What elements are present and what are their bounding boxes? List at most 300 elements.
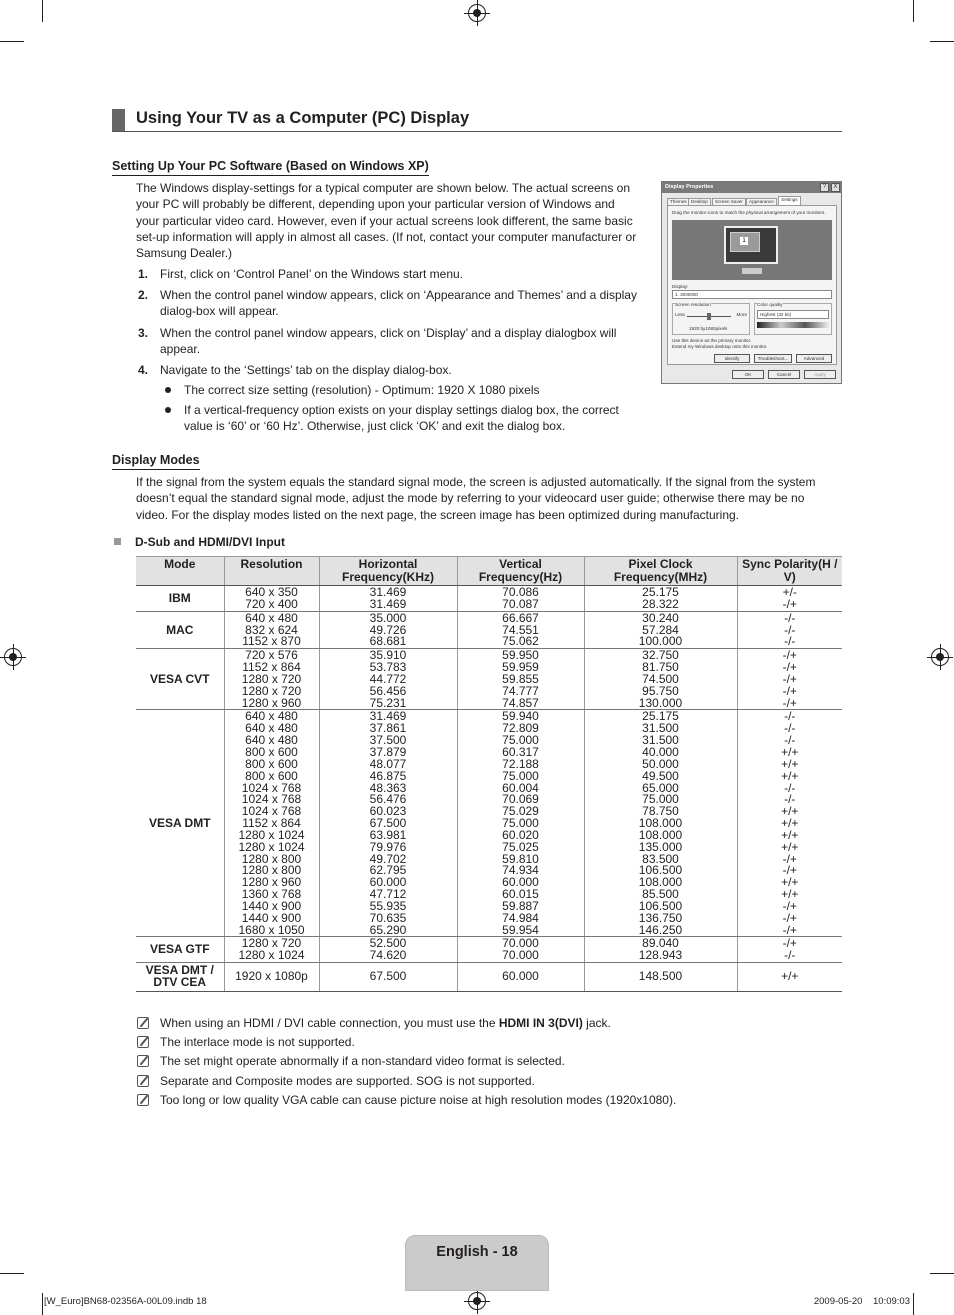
table-row [136,937,842,963]
cell-line: -/- [784,948,796,963]
cell-line: 59.810 [502,851,539,866]
dialog-title: Display Properties [662,182,841,193]
column-header [584,557,737,586]
table-cell [136,586,224,612]
cell-line: 37.861 [369,721,407,736]
square-bullet-icon [114,538,121,545]
cell-line: 74.500 [642,671,679,686]
note-icon [137,1017,149,1029]
note-text [160,1093,676,1107]
table-cell [737,586,842,612]
note-text [160,1074,535,1088]
header-line: (H / V) [783,557,838,584]
cell-line: +/+ [781,969,799,984]
table-header-row [136,557,842,586]
table-cell [319,586,457,612]
cell-line: -/+ [782,898,797,913]
note-icon [137,1036,149,1048]
crop-mark [930,41,954,42]
cell-line: 1280 x 960 [241,875,302,890]
dialog-close-button[interactable]: X [831,183,840,192]
step-number: 4. [138,363,149,377]
cell-line: 56.456 [369,683,407,698]
cell-line: 65.290 [369,922,407,937]
cell-line: 800 x 600 [245,756,298,771]
note-text [160,1054,565,1068]
cell-line: +/+ [781,744,799,759]
cell-line: +/+ [781,839,799,854]
cell-line: 1280 x 720 [241,683,302,698]
cell-line: 32.750 [642,648,679,663]
dialog-tab[interactable]: Screen Saver [712,198,746,206]
crop-mark [930,1273,954,1274]
cell-line: 74.934 [502,863,539,878]
cell-line: 108.000 [638,816,683,831]
registration-mark-icon [4,648,22,666]
cell-line: 100.000 [638,634,683,649]
column-header [319,557,457,586]
dialog-tab[interactable]: Themes [667,198,690,206]
cell-line: 49.726 [369,622,407,637]
cell-line: 40.000 [642,744,679,759]
cell-line: 50.000 [642,756,679,771]
note-icon [137,1094,149,1106]
table-cell [136,710,224,937]
cell-line: 62.795 [369,863,407,878]
cell-line: 135.000 [638,839,683,854]
cell-line: 70.087 [502,596,539,611]
dialog-settings-panel [667,205,837,365]
note-text [160,1035,355,1049]
cell-line: -/- [784,733,796,748]
dialog-tab[interactable]: Desktop [688,198,711,206]
cell-line: -/- [784,721,796,736]
setup-intro [136,180,651,261]
resolution-value: 1920 by1080pixels [689,326,728,331]
apply-button[interactable]: Apply [804,370,836,379]
ok-button[interactable]: OK [732,370,764,379]
cell-line: +/+ [781,804,799,819]
step-number: 3. [138,326,149,340]
bullet-text [184,382,540,398]
cancel-button[interactable]: Cancel [768,370,800,379]
table-cell [457,710,584,937]
column-header [224,557,319,586]
cell-line: 1280 x 800 [241,863,302,878]
cell-line: +/+ [781,816,799,831]
color-quality-label: Color quality [757,302,783,307]
cell-line: 75.062 [502,634,539,649]
note-text-part: The set might operate abnormally if a non-standard video format is selected. [160,1054,565,1068]
table-row [136,611,842,649]
identify-button[interactable]: Identify [714,354,750,363]
cell-line: 70.069 [502,792,539,807]
table-cell [136,963,224,992]
cell-line: 35.000 [369,610,407,625]
display-modes-intro [136,474,842,523]
cell-line: 59.950 [502,648,539,663]
dialog-help-button[interactable]: ? [820,183,829,192]
dialog-instruction: Drag the monitor icons to match the physical arrangement of your monitors. [672,210,826,215]
table-cell [224,937,319,963]
footer-timestamp: 2009-05-20 10:09:03 [813,1296,910,1307]
cell-line: 1280 x 1024 [238,839,305,854]
cell-line: 72.809 [502,721,539,736]
cell-line: 81.750 [642,660,679,675]
cell-line: 640 x 480 [245,721,298,736]
table-row [136,586,842,612]
text-line: value is ‘60’ or ‘60 Hz’. Otherwise, just click ‘OK’ and exit the dialog box. [184,419,566,434]
note-text-part: When using an HDMI / DVI cable connection, you must use the [160,1016,499,1030]
cell-line: 37.500 [369,733,407,748]
table-cell [224,586,319,612]
table-heading-text: D-Sub and HDMI/DVI Input [135,535,285,549]
table-row [136,963,842,992]
cell-line: 28.322 [642,596,679,611]
crop-mark [913,1293,914,1315]
footer-file-info: [W_Euro]BN68-02356A-00L09.indb 18 [44,1296,207,1307]
cell-line: 89.040 [642,936,679,951]
crop-mark [42,1293,43,1315]
cell-line: 25.175 [642,585,679,599]
cell-line: -/+ [782,596,797,611]
troubleshoot-button[interactable]: Troubleshoot... [754,354,792,363]
cell-line: 49.702 [369,851,407,866]
cell-line: 1152 x 864 [242,816,301,831]
cell-line: 108.000 [638,875,683,890]
table-cell [457,649,584,710]
cell-line: 55.935 [369,898,407,913]
table-row [136,710,842,937]
header-line: Sync Polarity [742,557,819,571]
text-line: dialog-box will appear. [160,304,279,319]
cell-line: 60.317 [502,744,539,759]
header-line: (KHz) [402,570,434,584]
color-quality-group [754,303,832,335]
cell-line: 75.231 [369,695,407,710]
bullet-text [184,402,619,435]
table-cell [136,611,224,649]
cell-line: 72.188 [502,756,539,771]
step-text [160,362,452,378]
cell-line: VESA DMT [148,816,211,831]
cell-line: 31.500 [642,733,679,748]
cell-line: -/- [784,610,796,625]
cell-line: -/+ [782,683,797,698]
cell-line: 95.750 [642,683,679,698]
cell-line: 59.959 [502,660,539,675]
cell-line: 67.500 [369,969,407,984]
table-cell [584,710,737,937]
cell-line: 1280 x 800 [241,851,302,866]
cell-line: 148.500 [638,969,683,984]
cell-line: IBM [168,590,191,605]
monitor-icon[interactable] [724,226,778,264]
cell-line: 640 x 350 [245,585,298,599]
cell-line: 67.500 [369,816,407,831]
text-line: doesn’t equal the standard signal mode, adjust the mode by referring to your videocard user guide; otherwise there may be no [136,491,805,506]
cell-line: 640 x 480 [245,610,298,625]
cell-line: 70.086 [502,585,539,599]
crop-mark [0,1273,24,1274]
cell-line: 66.667 [502,610,539,625]
cell-line: 46.875 [369,768,407,783]
cell-line: 60.023 [369,804,407,819]
cell-line: 800 x 600 [245,744,298,759]
advanced-button[interactable]: Advanced [796,354,832,363]
cell-line: VESA CVT [149,671,210,686]
cell-line: MAC [166,622,194,637]
table-cell [224,649,319,710]
cell-line: 720 x 400 [245,596,298,611]
cell-line: 31.500 [642,721,679,736]
cell-line: -/+ [782,863,797,878]
cell-line: 130.000 [638,695,683,710]
step-text [160,325,616,358]
text-line: video. For the display modes listed on the next page, the screen image has been optimized during manufacturing. [136,507,740,522]
table-cell [584,963,737,992]
cell-line: 60.000 [502,969,539,984]
note-icon [137,1055,149,1067]
cell-line: 60.020 [502,827,539,842]
cell-line: 57.284 [642,622,679,637]
cell-line: VESA GTF [149,942,210,957]
note-text-part: Separate and Composite modes are supported. SOG is not supported. [160,1074,535,1088]
table-cell [319,937,457,963]
more-label: More [736,312,747,317]
cell-line: 1152 x 870 [242,634,301,649]
cell-line: 1680 x 1050 [238,922,305,937]
step-text [160,266,463,282]
note-text-part: jack. [582,1016,611,1030]
page-number-tab [405,1235,549,1291]
cell-line: 1360 x 768 [241,887,302,902]
table-cell [737,611,842,649]
cell-line: +/+ [781,768,799,783]
table-row [136,649,842,710]
cell-line: 640 x 480 [245,733,298,748]
table-cell [737,710,842,937]
monitor-number: 1 [740,237,748,245]
cell-line: 47.712 [369,887,407,902]
table-cell [584,649,737,710]
header-line: (Hz) [539,570,563,584]
cell-line: 52.500 [369,936,407,951]
cell-line: +/+ [781,827,799,842]
text-line: If the signal from the system equals the standard signal mode, the screen is adjusted automatically. If the signal from the system [136,475,816,489]
title-accent-block [112,109,125,131]
cell-line: 25.175 [642,709,679,724]
column-header [737,557,842,586]
cell-line: 59.887 [502,898,539,913]
table-cell [457,937,584,963]
table-cell [737,963,842,992]
cell-line: VESA DMT / [145,963,214,978]
cell-line: 1152 x 864 [242,660,301,675]
table-cell [319,710,457,937]
cell-line: +/+ [781,756,799,771]
table-cell [136,649,224,710]
header-line: Resolution [240,557,303,571]
note-text-part: The interlace mode is not supported. [160,1035,355,1049]
cell-line: 1280 x 1024 [238,948,305,963]
cell-line: -/+ [782,648,797,663]
cell-line: 70.635 [369,910,407,925]
cell-line: 720 x 576 [245,648,298,663]
table-cell [584,611,737,649]
display-modes-heading: Display Modes [112,453,200,470]
registration-mark-icon [468,4,486,22]
text-line: appear. [160,342,201,357]
extend-desktop-checkbox[interactable]: Extend my Windows desktop onto this monitor. [672,344,768,349]
monitor-stand-icon [742,268,762,274]
table-cell [319,649,457,710]
cell-line: -/+ [782,910,797,925]
dialog-tab[interactable]: Settings [778,196,801,206]
cell-line: 108.000 [638,827,683,842]
header-line: Mode [164,557,196,571]
text-line: When the control panel window appears, click on ‘Appearance and Themes’ and a display [160,288,637,302]
color-quality-select[interactable]: Highest (32 bit) [757,310,829,319]
display-select[interactable]: 1. 3000000 [672,290,832,299]
header-line: (MHz) [674,570,708,584]
cell-line: 70.000 [502,936,539,951]
text-line: your PC will probably be different, depending upon your particular version of Windows and [136,197,615,212]
text-line: First, click on ‘Control Panel’ on the Windows start menu. [160,267,464,281]
cell-line: 30.240 [642,610,679,625]
note-text-part: Too long or low quality VGA cable can cause picture noise at high resolution modes (1920x1080). [160,1093,677,1107]
cell-line: -/+ [782,936,797,951]
cell-line: 37.879 [369,744,407,759]
cell-line: -/- [784,622,796,637]
cell-line: 85.500 [642,887,679,902]
cell-line: 44.772 [369,671,407,686]
table-cell [224,611,319,649]
cell-line: 106.500 [638,863,683,878]
cell-line: 1280 x 960 [241,695,302,710]
text-line: The correct size setting (resolution) - Optimum: 1920 X 1080 pixels [184,383,540,397]
cell-line: 75.029 [502,804,539,819]
dialog-tab[interactable]: Appearance [746,198,777,206]
resolution-label: Screen resolution [675,302,711,307]
cell-line: 106.500 [638,898,683,913]
display-label: Display: [672,284,689,289]
text-line: set-up information will apply in almost all cases. (If not, contact your computer manufacturer or [136,229,637,244]
note-text-bold: HDMI IN 3(DVI) [498,1016,583,1030]
resolution-group [672,303,750,335]
table-cell [224,710,319,937]
cell-line: 53.783 [369,660,407,675]
cell-line: 75.025 [502,839,539,854]
registration-mark-icon [931,648,949,666]
cell-line: 70.000 [502,948,539,963]
cell-line: 1440 x 900 [241,910,302,925]
text-line: If a vertical-frequency option exists on your display settings dialog box, the correct [184,403,619,417]
table-cell [319,963,457,992]
cell-line: -/+ [782,671,797,686]
primary-monitor-checkbox[interactable]: Use this device as the primary monitor. [672,338,752,343]
cell-line: 1280 x 720 [241,936,302,951]
table-cell [224,963,319,992]
table-cell [319,611,457,649]
page-number: English - 18 [436,1244,518,1260]
crop-mark [42,0,43,22]
cell-line: 640 x 480 [245,709,298,724]
cell-line: -/+ [782,922,797,937]
column-header [457,557,584,586]
monitor-arrangement-area [672,220,832,280]
resolution-slider-thumb[interactable] [707,313,711,320]
cell-line: 832 x 624 [245,622,298,637]
less-label: Less [675,312,685,317]
cell-line: 68.681 [369,634,407,649]
cell-line: 75.000 [502,816,539,831]
cell-line: 31.469 [369,585,407,599]
cell-line: 79.976 [369,839,407,854]
bullet-icon [165,387,171,393]
text-line: The Windows display-settings for a typical computer are shown below. The actual screens on [136,181,631,195]
cell-line: 1280 x 720 [241,671,302,686]
table-cell [584,586,737,612]
step-number: 2. [138,288,149,302]
cell-line: 74.620 [369,948,407,963]
cell-line: 1024 x 768 [241,780,302,795]
table-cell [136,937,224,963]
cell-line: 59.940 [502,709,539,724]
crop-mark [0,41,24,42]
cell-line: -/+ [782,660,797,675]
setup-heading: Setting Up Your PC Software (Based on Windows XP) [112,159,429,176]
cell-line: 59.954 [502,922,539,937]
column-header [136,557,224,586]
color-quality-bar [757,322,829,328]
cell-line: -/+ [782,695,797,710]
crop-mark [913,0,914,22]
cell-line: -/- [784,792,796,807]
cell-line: 35.910 [369,648,407,663]
text-line: Navigate to the ‘Settings’ tab on the display dialog-box. [160,363,452,377]
cell-line: 74.857 [502,695,539,710]
step-number: 1. [138,267,149,281]
cell-line: DTV CEA [153,975,207,990]
cell-line: 128.943 [638,948,683,963]
cell-line: 1280 x 1024 [238,827,305,842]
cell-line: 48.077 [369,756,407,771]
cell-line: 65.000 [642,780,679,795]
display-properties-dialog [661,181,842,384]
cell-line: -/- [784,780,796,795]
cell-line: 74.551 [502,622,539,637]
cell-line: 74.777 [502,683,539,698]
note-text [160,1016,611,1030]
table-cell [737,649,842,710]
header-line: Pixel Clock Frequency [613,557,693,584]
cell-line: 48.363 [369,780,407,795]
cell-line: 60.015 [502,887,539,902]
cell-line: 75.000 [502,768,539,783]
cell-line: 1024 x 768 [241,804,302,819]
cell-line: 60.000 [502,875,539,890]
cell-line: 60.004 [502,780,539,795]
text-line: your particular video card. However, even if your actual screens look different, the same basic [136,213,633,228]
page-title-bar [112,108,842,132]
cell-line: 146.250 [638,922,683,937]
cell-line: -/- [784,634,796,649]
cell-line: 31.469 [369,709,407,724]
header-line: Horizontal Frequency [341,557,418,584]
cell-line: 59.855 [502,671,539,686]
cell-line: -/+ [782,851,797,866]
